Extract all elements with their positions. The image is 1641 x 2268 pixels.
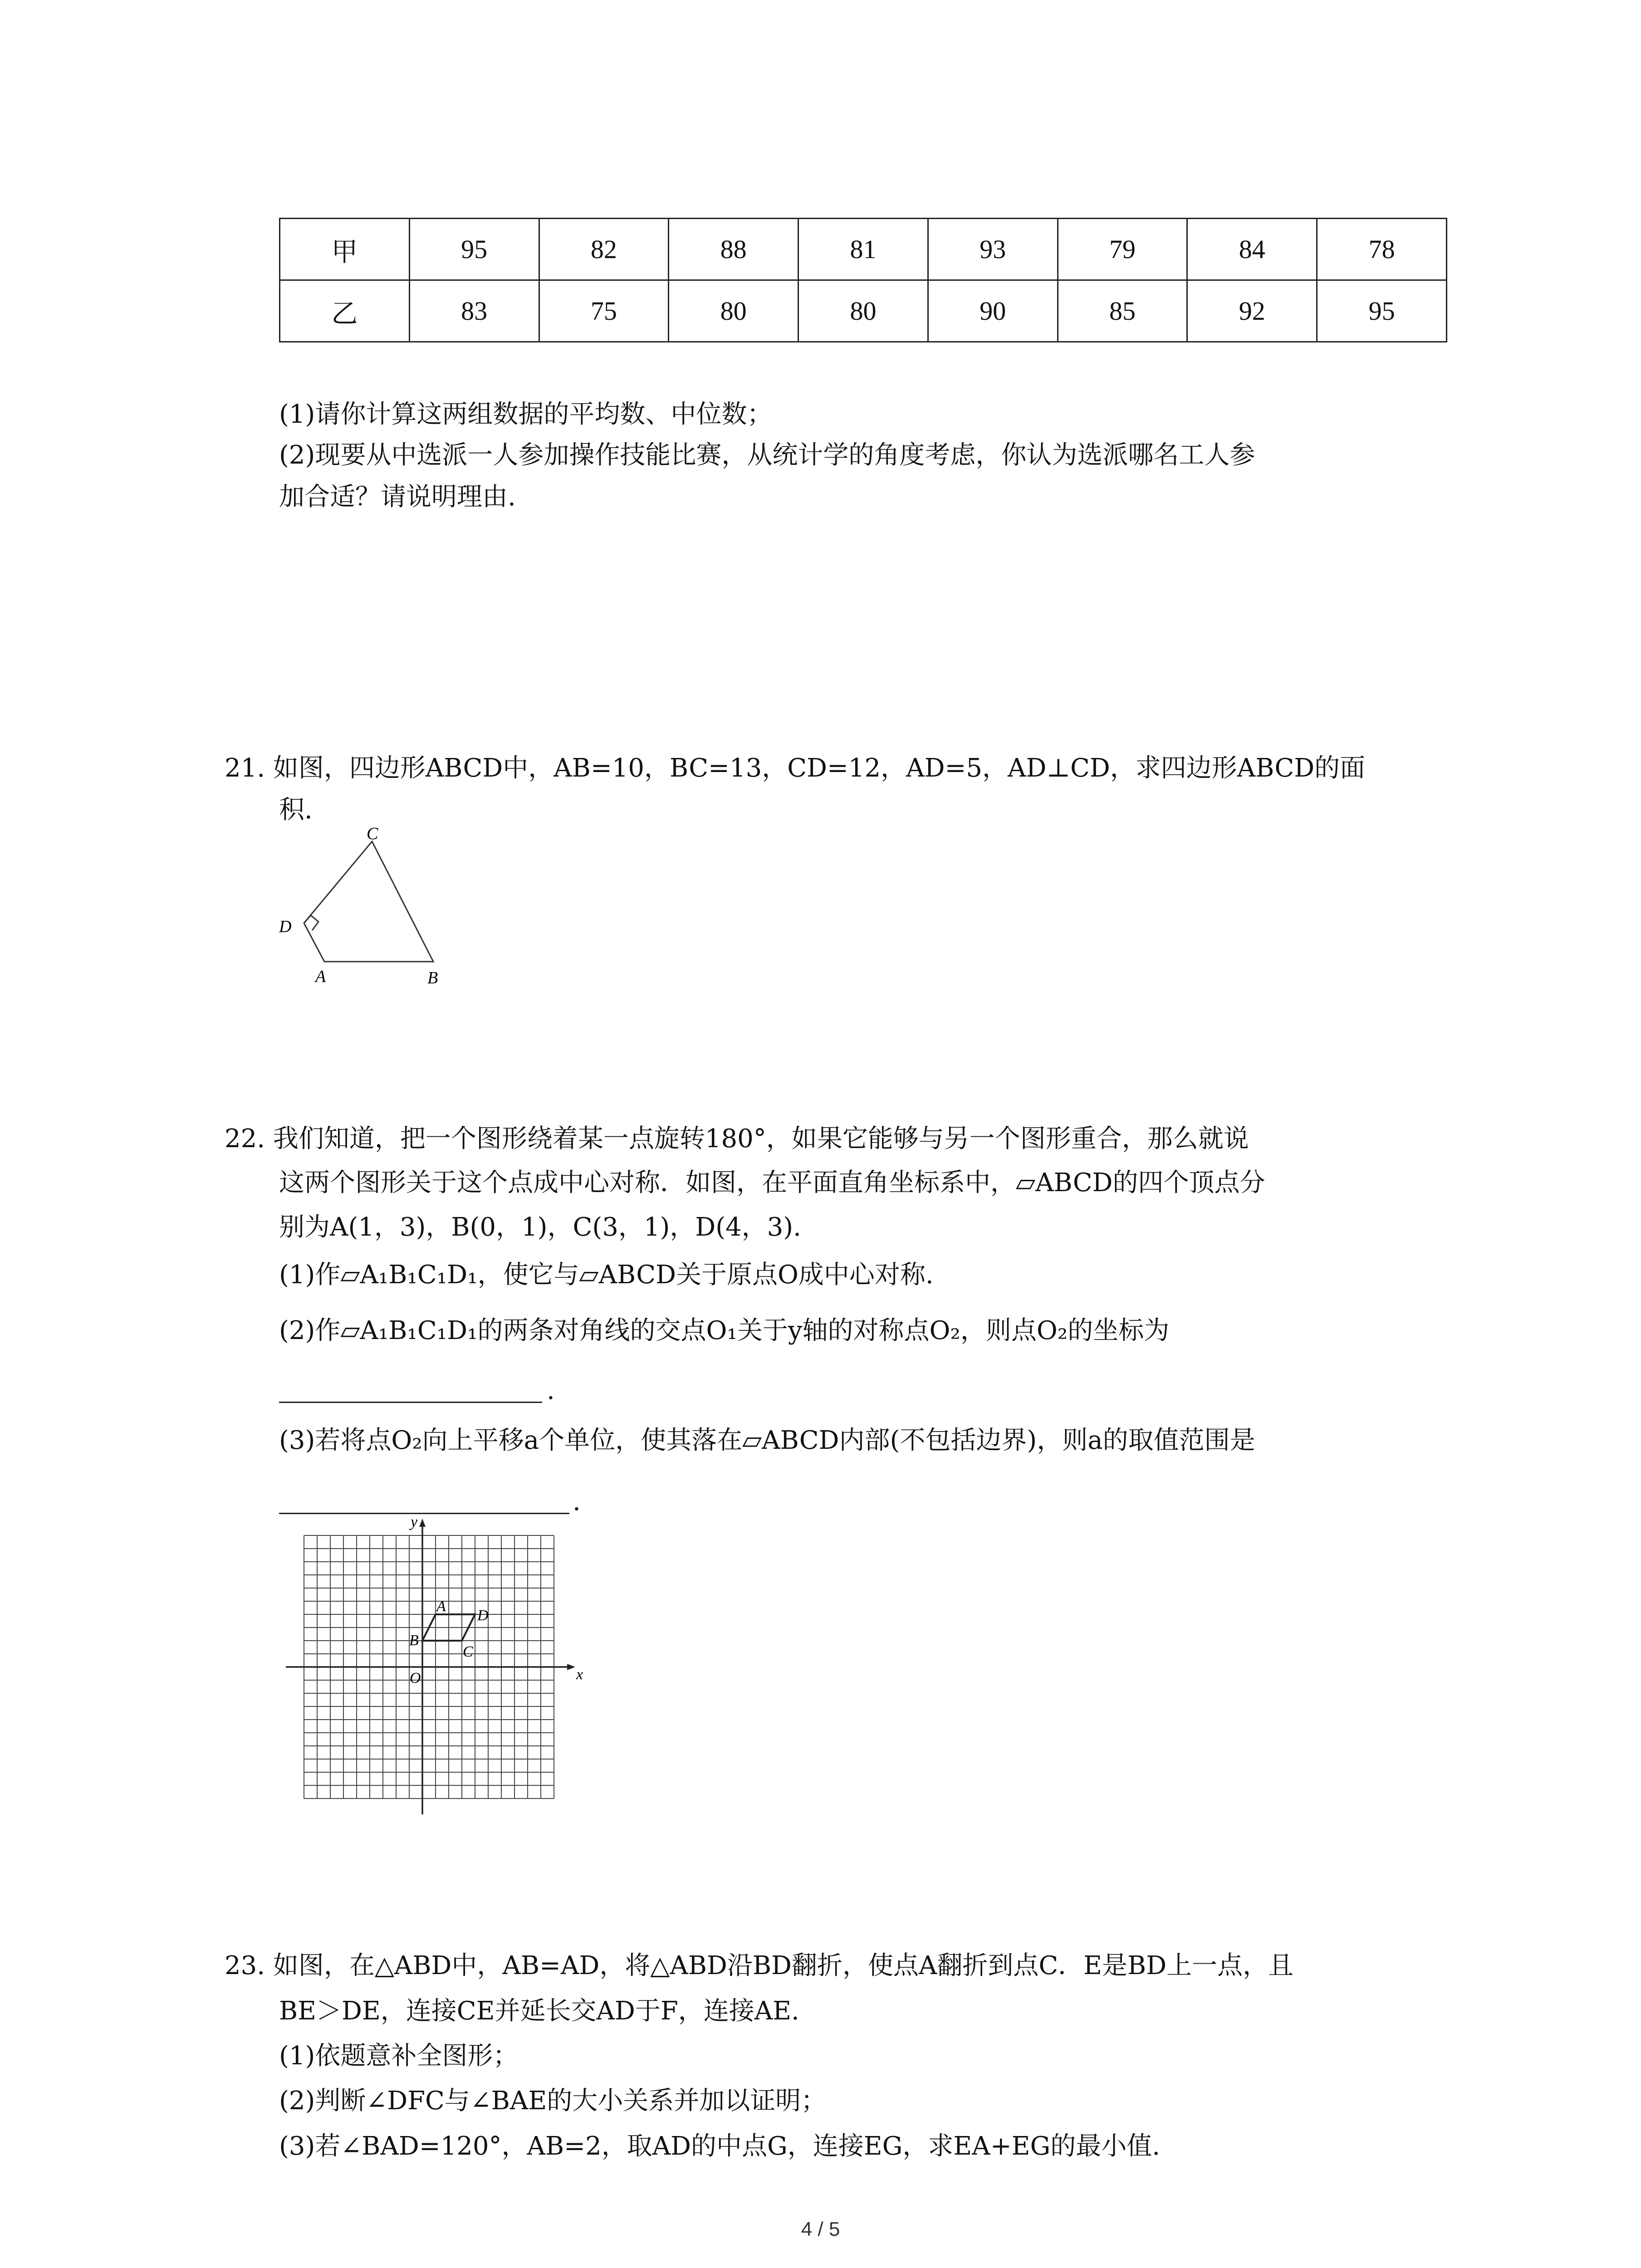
q22-part3: (3)若将点O₂向上平移a个单位，使其落在▱ABCD内部(不包括边界)，则a的取值范围是 [279, 1426, 1255, 1455]
q21-text-cont: 积. [279, 795, 313, 825]
table-cell: 80 [669, 280, 798, 342]
q22-part2: (2)作▱A₁B₁C₁D₁的两条对角线的交点O₁关于y轴的对称点O₂，则点O₂的坐标为 [279, 1316, 1170, 1345]
label-c: C [367, 824, 378, 843]
point-a-label: A [436, 1598, 446, 1615]
table-cell: 75 [539, 280, 669, 342]
table-cell: 88 [669, 219, 798, 280]
label-a: A [315, 967, 326, 986]
row-label: 乙 [280, 280, 410, 342]
point-c-label: C [463, 1643, 473, 1660]
q20-part2: (2)现要从中选派一人参加操作技能比赛，从统计学的角度考虑，你认为选派哪名工人参 [279, 440, 1255, 470]
page-number: 4 / 5 [801, 2218, 840, 2240]
table-cell: 95 [1317, 280, 1447, 342]
table-cell: 90 [928, 280, 1058, 342]
answer-blank-3[interactable] [279, 1513, 569, 1514]
point-d-label: D [477, 1607, 489, 1624]
q22-part3-period: . [573, 1487, 581, 1516]
table-cell: 83 [409, 280, 539, 342]
origin-label: O [410, 1670, 421, 1686]
point-b-label: B [409, 1632, 419, 1649]
q21-text: 21. 如图，四边形ABCD中，AB=10，BC=13，CD=12，AD=5，AD⊥CD，求四边形ABCD的面 [225, 753, 1366, 783]
q23-part2: (2)判断∠DFC与∠BAE的大小关系并加以证明； [279, 2086, 827, 2116]
quadrilateral-figure [268, 826, 458, 998]
row-label: 甲 [280, 219, 410, 280]
answer-blank-2[interactable] [279, 1402, 542, 1403]
coordinate-grid-figure [272, 1515, 581, 1796]
q23-text: 23. 如图，在△ABD中，AB=AD，将△ABD沿BD翻折，使点A翻折到点C．E是BD上一点，且 [225, 1951, 1294, 1980]
table-row [280, 219, 1447, 280]
table-cell: 82 [539, 219, 669, 280]
q22-part2-period: . [547, 1376, 555, 1405]
table-cell: 78 [1317, 219, 1447, 280]
label-d: D [279, 917, 292, 936]
table-cell: 80 [798, 280, 928, 342]
table-cell: 85 [1058, 280, 1187, 342]
x-arrow-icon [567, 1664, 575, 1670]
table-cell: 79 [1058, 219, 1187, 280]
q20-part2-cont: 加合适？请说明理由. [279, 482, 516, 512]
table-row [280, 280, 1447, 342]
x-label: x [576, 1666, 583, 1683]
table-cell: 84 [1187, 219, 1317, 280]
q22-text: 22. 我们知道，把一个图形绕着某一点旋转180°，如果它能够与另一个图形重合，那么就说 [225, 1124, 1249, 1154]
q23-text-2: BE＞DE，连接CE并延长交AD于F，连接AE. [279, 1996, 799, 2026]
q22-part1: (1)作▱A₁B₁C₁D₁，使它与▱ABCD关于原点O成中心对称. [279, 1260, 934, 1290]
q22-text-2: 这两个图形关于这个点成中心对称．如图，在平面直角坐标系中，▱ABCD的四个顶点分 [279, 1168, 1265, 1198]
table-cell: 92 [1187, 280, 1317, 342]
table-cell: 81 [798, 219, 928, 280]
table-cell: 95 [409, 219, 539, 280]
q23-part1: (1)依题意补全图形； [279, 2041, 519, 2071]
y-label: y [411, 1514, 418, 1530]
q22-text-3: 别为A(1，3)，B(0，1)，C(3，1)，D(4，3). [279, 1212, 801, 1242]
table-cell: 93 [928, 219, 1058, 280]
q20-part1: (1)请你计算这两组数据的平均数、中位数； [279, 400, 773, 429]
score-table [279, 218, 1447, 342]
label-b: B [427, 968, 438, 987]
q23-part3: (3)若∠BAD=120°，AB=2，取AD的中点G，连接EG，求EA+EG的最小值. [279, 2131, 1161, 2161]
y-arrow-icon [419, 1519, 426, 1527]
